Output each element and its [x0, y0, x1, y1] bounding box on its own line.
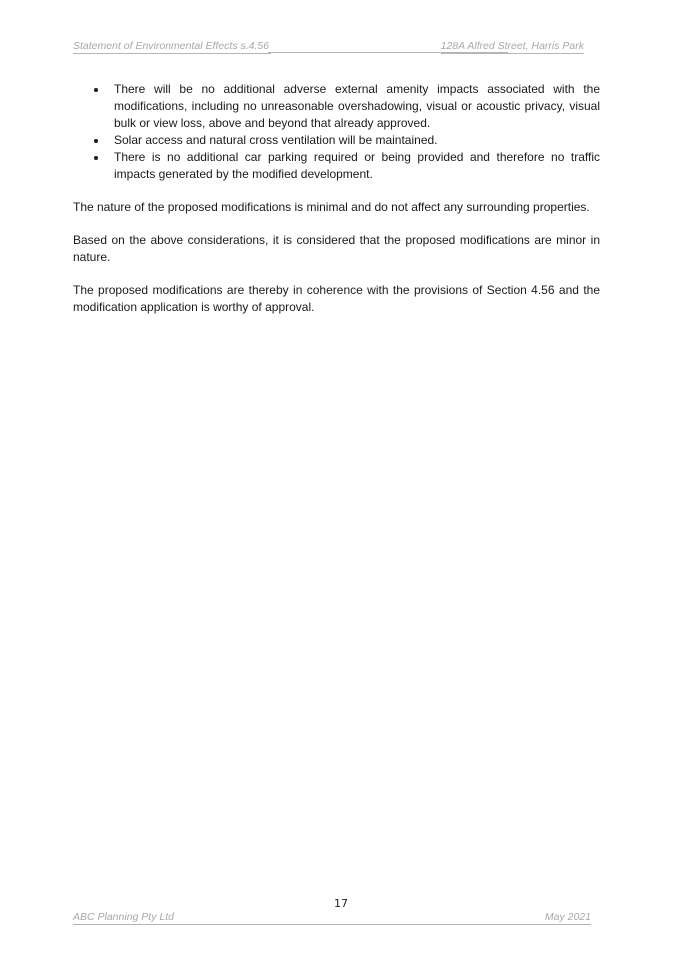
bullet-list: [73, 81, 600, 183]
page-body: [73, 81, 600, 316]
header-document-title: Statement of Environmental Effects s.4.56: [73, 40, 270, 52]
paragraph-considerations: Based on the above considerations, it is considered that the proposed modifications are minor in nature.: [73, 233, 600, 264]
list-item-text: There will be no additional adverse external amenity impacts associated with the modifications, including no unreasonable overshadowing, visual or acoustic privacy, visual bulk or view loss, above and beyond that already approved.: [114, 82, 600, 130]
list-item-text: There is no additional car parking required or being provided and therefore no traffic impacts generated by the modified development.: [114, 150, 600, 181]
bullet-icon: [94, 139, 98, 143]
footer-date: May 2021: [544, 911, 591, 923]
bullet-icon: [94, 156, 98, 160]
list-item-text: Solar access and natural cross ventilation will be maintained.: [114, 133, 438, 147]
paragraph-conclusion: The proposed modifications are thereby in coherence with the provisions of Section 4.56 and the modification application is worthy of approval.: [73, 283, 600, 314]
list-item: [73, 149, 600, 183]
page-number: 17: [334, 897, 348, 910]
bullet-icon: [94, 88, 98, 92]
paragraph-modifications-minimal: The nature of the proposed modifications is minimal and do not affect any surrounding properties.: [73, 200, 590, 214]
page-header: [73, 40, 584, 53]
list-item: [73, 81, 600, 132]
page-footer: [73, 911, 591, 925]
header-site-address: 128A Alfred Street, Harris Park: [440, 40, 584, 52]
list-item: [73, 132, 600, 149]
footer-company-name: ABC Planning Pty Ltd: [73, 911, 174, 923]
